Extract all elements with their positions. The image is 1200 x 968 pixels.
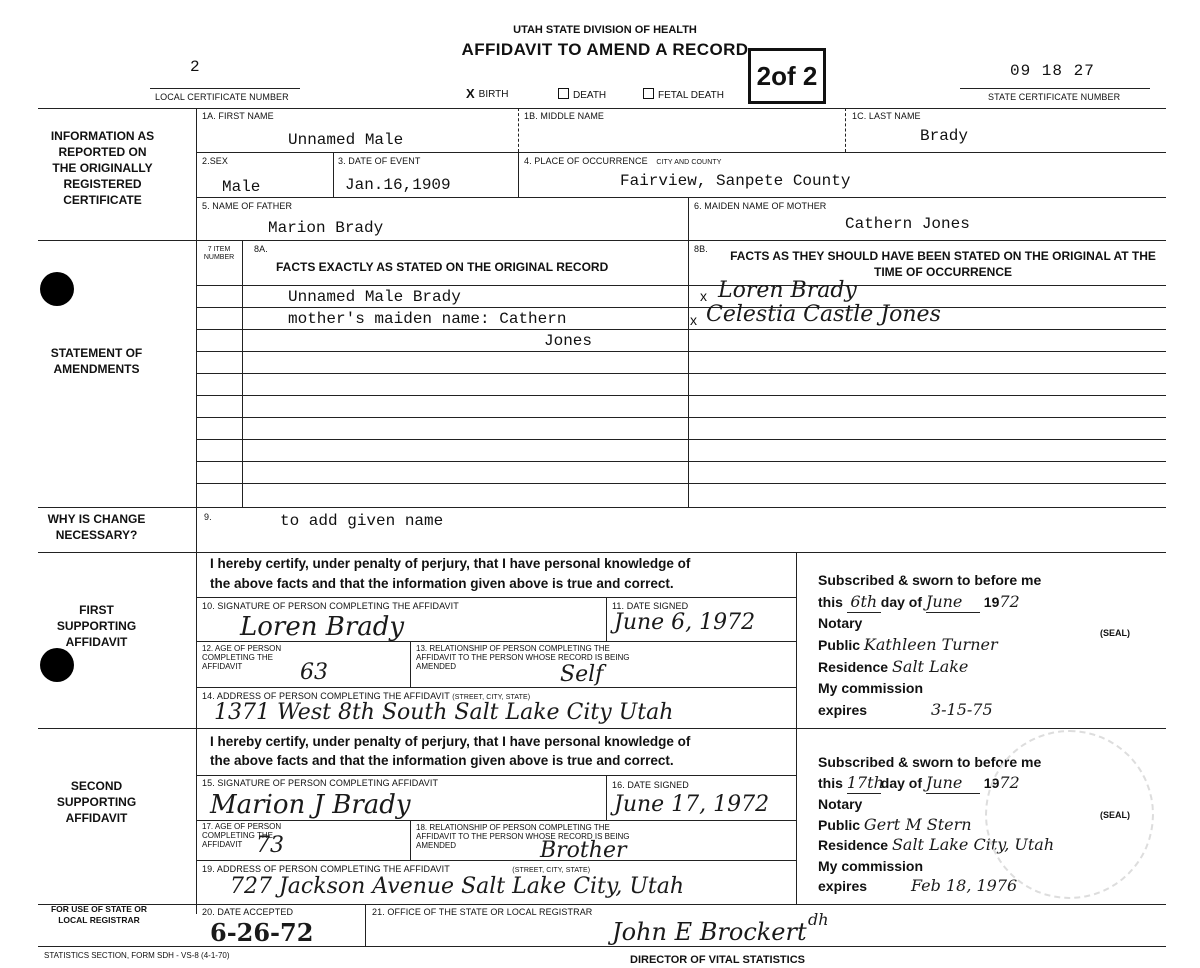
punch-hole-icon [40,272,74,306]
address-sublabel: (STREET, CITY, STATE) [512,867,591,874]
rule [845,108,846,152]
address-label-text: 19. ADDRESS OF PERSON COMPLETING THE AFFIDAVIT [202,864,450,874]
col8b-num: 8B. [694,244,708,254]
rule [196,395,1166,396]
mother-value: Cathern Jones [845,215,970,233]
checkbox-icon: X [466,86,475,101]
rule [796,728,797,904]
date-signed-value: June 17, 1972 [614,792,770,817]
notary-day: 6th [847,591,881,613]
address-value: 727 Jackson Avenue Salt Lake City, Utah [230,874,685,899]
registrar-office-label: 21. OFFICE OF THE STATE OR LOCAL REGISTRAR [372,907,593,917]
notary-year: 72 [999,772,1020,792]
place-label [524,156,722,168]
notary-block-2: Subscribed & sworn to before me this 17thday of June 1972 Notary Public Gert M Stern Residence Salt Lake City, Utah My commission expires Feb 18, 1976 [818,754,1055,895]
rule [196,461,1166,462]
last-name-label: 1C. LAST NAME [852,111,921,121]
rule [518,152,519,197]
address-value: 1371 West 8th South Salt Lake City Utah [214,700,674,725]
first-name-label: 1A. FIRST NAME [202,111,274,121]
item-number-label: 7 ITEM NUMBER [203,246,235,261]
relationship-label: 18. RELATIONSHIP OF PERSON COMPLETING THE AFFIDAVIT TO THE PERSON WHOSE RECORD IS BEING AMENDED [416,823,630,850]
date-accepted-label: 20. DATE ACCEPTED [202,907,294,917]
father-value: Marion Brady [268,219,384,237]
section-label-first-affidavit: FIRST SUPPORTING AFFIDAVIT [56,603,137,649]
seal-label: (SEAL) [1100,628,1130,638]
registrar-use-label: FOR USE OF STATE OR LOCAL REGISTRAR [50,904,148,925]
rule [38,728,1166,729]
rule [196,860,796,861]
notary-day-line: this 17thday of June 1972 [818,773,1054,795]
signature-label: 15. SIGNATURE OF PERSON COMPLETING AFFIDAVIT [202,778,439,788]
section-label-second-affidavit: SECOND SUPPORTING AFFIDAVIT [56,779,137,825]
rule [38,552,1166,553]
seal-label: (SEAL) [1100,810,1130,820]
embossed-seal-icon [985,730,1154,899]
why-label: WHY IS CHANGE NECESSARY? [47,512,146,542]
notary-residence: Salt Lake City, Utah [891,835,1055,854]
date-of-event-label: 3. DATE OF EVENT [338,156,421,166]
rule [196,329,1166,330]
certify-line-1: I hereby certify, under penalty of perjury, that I have personal knowledge of [210,734,691,749]
rule [242,240,243,507]
rule [688,240,689,507]
col8b-title: FACTS AS THEY SHOULD HAVE BEEN STATED ON THE ORIGINAL AT THE TIME OF OCCURRENCE [730,249,1156,279]
page-stamp: 2of 2 [748,48,826,104]
option-label: BIRTH [478,89,509,100]
rule [196,417,1166,418]
mark-x: x [700,288,707,304]
col8a-num: 8A. [254,244,268,254]
registrar-initials: dh [808,910,829,929]
notary-line1: Subscribed & sworn to before me [818,572,1042,588]
place-value: Fairview, Sanpete County [620,172,851,190]
rule [38,507,1166,508]
rule [518,108,519,152]
certify-line-2: the above facts and that the information given above is true and correct. [210,753,674,768]
relationship-value: Brother [540,838,627,863]
certify-line-1: I hereby certify, under penalty of perjury, that I have personal knowledge of [210,556,691,571]
rule [38,240,1166,241]
rule [196,351,1166,352]
rule [196,775,796,776]
date-signed-value: June 6, 1972 [614,610,756,635]
notary-month: June [926,591,980,613]
rule [196,597,796,598]
place-sublabel: CITY AND COUNTY [656,159,722,166]
date-signed-label: 11. DATE SIGNED [612,601,689,611]
notary-year: 72 [999,592,1020,611]
notary-residence: Salt Lake [891,657,969,676]
rule [688,197,689,240]
age-value: 73 [256,833,284,858]
address-sublabel: (STREET, CITY, STATE) [452,694,531,701]
mark-x: x [690,312,697,328]
sex-label: 2.SEX [202,156,229,166]
rule-top [38,108,1166,109]
first-name-value: Unnamed Male [288,131,404,149]
rule [410,820,411,860]
checkbox-icon [643,88,654,99]
notary-name: Kathleen Turner [863,635,998,654]
col8a-title: FACTS EXACTLY AS STATED ON THE ORIGINAL RECORD [276,260,609,274]
rule [196,687,796,688]
corrected-line-1: Loren Brady [718,278,857,303]
why-num: 9. [204,512,212,522]
original-line-3: Jones [544,332,593,350]
local-cert-value: 2 [190,58,200,76]
form-id: STATISTICS SECTION, FORM SDH - VS-8 (4-1-70) [44,951,230,960]
checkbox-icon [558,88,569,99]
notary-line1: Subscribed & sworn to before me [818,754,1042,770]
form-title: AFFIDAVIT TO AMEND A RECORD [461,40,749,59]
rule [960,88,1150,89]
rule [150,88,300,89]
rule [196,483,1166,484]
notary-expires: 3-15-75 [930,700,993,719]
notary-day-line: this 6th day of June 1972 [818,592,1020,611]
notary-day: 17th [847,773,881,795]
rule [196,820,796,821]
option-birth [466,86,509,101]
signature-label: 10. SIGNATURE OF PERSON COMPLETING THE AFFIDAVIT [202,601,459,611]
option-fetal-death [643,88,724,101]
age-label: 17. AGE OF PERSON COMPLETING THE AFFIDAVIT [202,822,282,849]
age-label: 12. AGE OF PERSON COMPLETING THE AFFIDAVIT [202,644,282,671]
certify-line-2: the above facts and that the information given above is true and correct. [210,576,674,591]
last-name-value: Brady [920,127,969,145]
rule [196,197,1166,198]
option-label: DEATH [573,90,607,101]
notary-month: June [926,773,980,795]
date-accepted-value: 6-26-72 [210,918,314,947]
rule [410,641,411,687]
relationship-label: 13. RELATIONSHIP OF PERSON COMPLETING THE AFFIDAVIT TO THE PERSON WHOSE RECORD IS BEING AMENDED [416,644,630,671]
relationship-value: Self [560,662,604,687]
rule [796,552,797,728]
original-line-1: Unnamed Male Brady [288,288,461,306]
rule-left-column [196,108,197,914]
notary-expires: Feb 18, 1976 [910,876,1018,895]
rule [365,904,366,946]
state-cert-label: STATE CERTIFICATE NUMBER [988,92,1121,102]
signature-value: Marion J Brady [210,790,411,820]
rule [196,307,1166,308]
registrar-signature: John E Brockert [612,918,807,946]
signature-value: Loren Brady [240,612,405,642]
rule [196,439,1166,440]
option-label: FETAL DEATH [658,90,724,101]
rule [333,152,334,197]
sex-value: Male [222,178,261,196]
date-of-event-value: Jan.16,1909 [345,176,451,194]
rule [606,597,607,641]
date-signed-label: 16. DATE SIGNED [612,780,689,790]
rule [196,152,1166,153]
director-title: DIRECTOR OF VITAL STATISTICS [630,954,805,966]
rule [606,775,607,820]
option-death [558,88,606,101]
notary-block-1: Subscribed & sworn to before me this 6th day of June 1972 Notary Public Kathleen Turner Residence Salt Lake My commission expires 3-15-75 [818,572,1042,719]
middle-name-label: 1B. MIDDLE NAME [524,111,605,121]
local-cert-label: LOCAL CERTIFICATE NUMBER [155,92,289,102]
rule [196,285,1166,286]
agency-name: UTAH STATE DIVISION OF HEALTH [513,24,697,36]
rule [196,373,1166,374]
punch-hole-icon [40,648,74,682]
address-label-text: 14. ADDRESS OF PERSON COMPLETING THE AFFIDAVIT [202,691,450,701]
section-label-amendments: STATEMENT OF AMENDMENTS [50,346,143,376]
rule [38,904,1166,905]
notary-name: Gert M Stern [863,814,972,834]
age-value: 63 [300,660,328,685]
mother-label: 6. MAIDEN NAME OF MOTHER [694,201,827,211]
state-cert-value: 09 18 27 [1010,62,1095,80]
original-line-2: mother's maiden name: Cathern [288,310,567,328]
section-label-original: INFORMATION AS REPORTED ON THE ORIGINALLY REGISTERED CERTIFICATE [50,129,155,207]
father-label: 5. NAME OF FATHER [202,201,293,211]
corrected-line-2: Celestia Castle Jones [706,302,941,327]
rule [38,946,1166,947]
place-label-text: 4. PLACE OF OCCURRENCE [524,156,648,166]
why-value: to add given name [280,512,444,530]
